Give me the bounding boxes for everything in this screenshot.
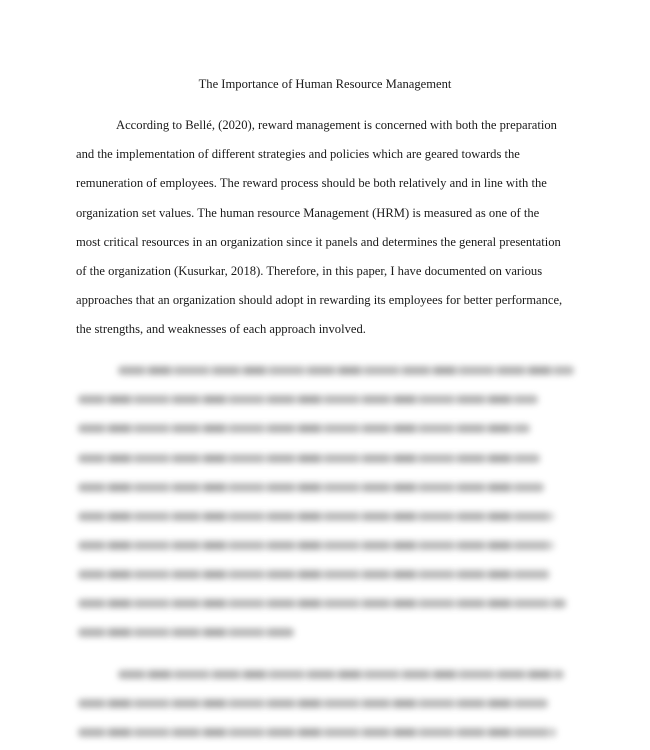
paragraph-line: of the organization (Kusurkar, 2018). Therefore, in this paper, I have documented on various [76,264,543,278]
blurred-text-line [78,395,538,404]
blurred-text-line [118,670,564,679]
blurred-text-line [78,512,554,521]
blurred-text-line [78,454,540,463]
blurred-text-line [118,366,574,375]
paragraph-line: remuneration of employees. The reward process should be both relatively and in line with the [76,176,547,190]
blurred-text-line [78,599,566,608]
blurred-text-line [78,483,544,492]
blurred-text-line [78,424,530,433]
paragraph-line: approaches that an organization should adopt in rewarding its employees for better performance, [76,293,563,307]
paragraph-line: and the implementation of different strategies and policies which are geared towards the [76,147,520,161]
blurred-text-line [78,570,550,579]
blurred-text-line [78,699,548,708]
paragraph-line: According to Bellé, (2020), reward management is concerned with both the preparation [116,118,557,132]
document-title: The Importance of Human Resource Management [198,77,452,91]
blurred-text-line [78,728,556,737]
blurred-text-line [78,541,554,550]
blurred-text-line [78,628,294,637]
paragraph-line: organization set values. The human resource Management (HRM) is measured as one of the [76,206,540,220]
paragraph-line: the strengths, and weaknesses of each approach involved. [76,322,366,336]
paragraph-line: most critical resources in an organization since it panels and determines the general presentation [76,235,561,249]
